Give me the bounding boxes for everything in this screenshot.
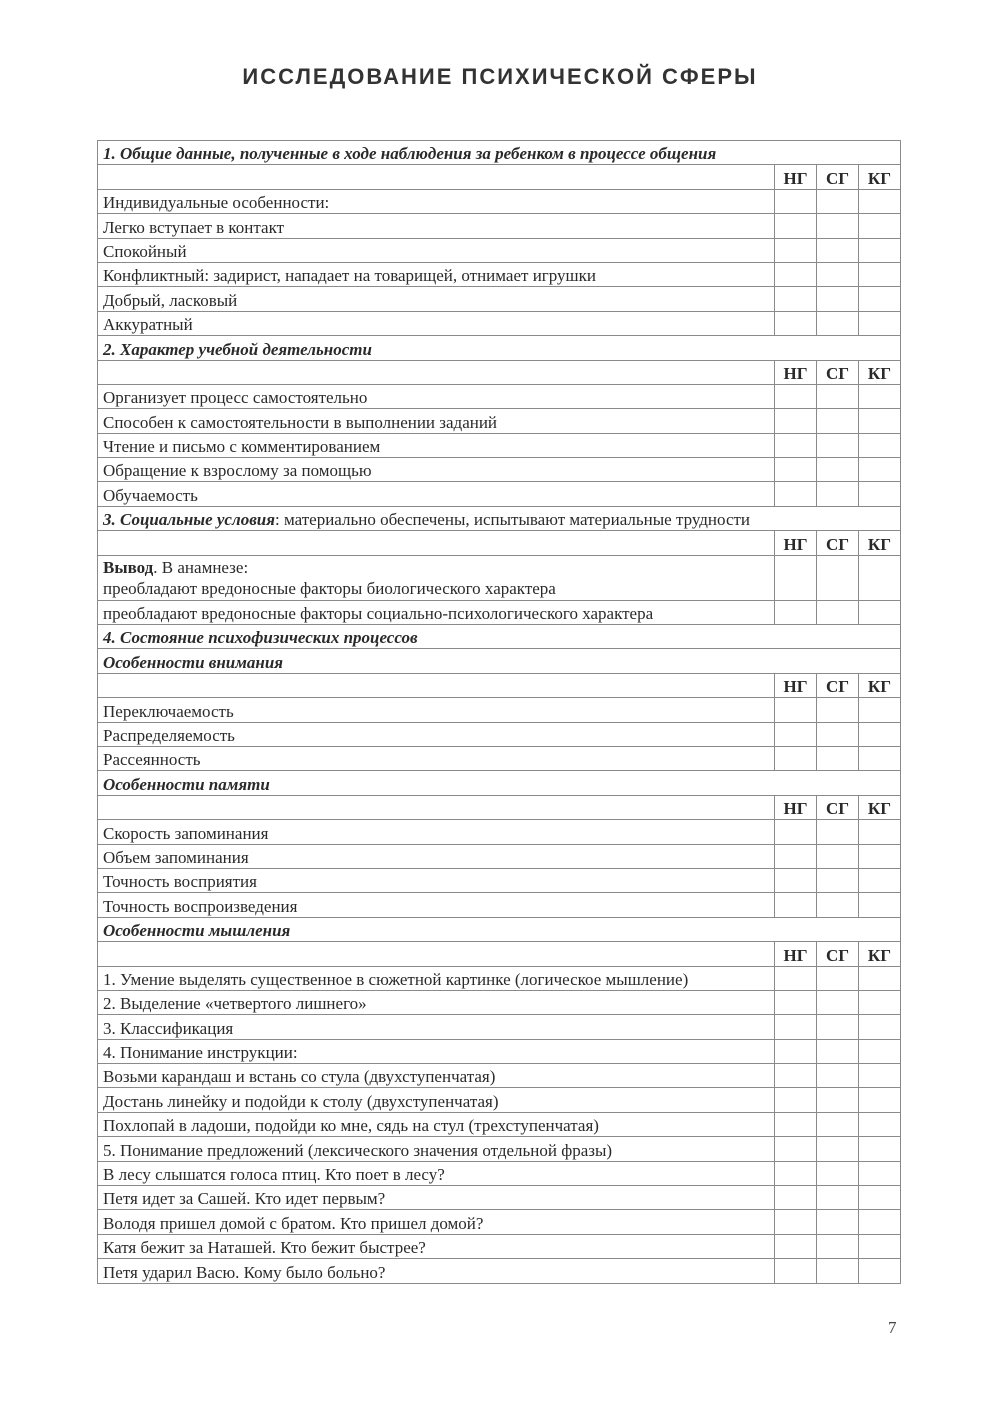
mark-cell-kg[interactable]: [859, 1064, 901, 1088]
col-header-kg: КГ: [859, 795, 901, 819]
mark-cell-ng[interactable]: [775, 600, 817, 624]
row-label: Похлопай в ладоши, подойди ко мне, сядь на стул (трехступенчатая): [98, 1112, 775, 1136]
page-title: ИССЛЕДОВАНИЕ ПСИХИЧЕСКОЙ СФЕРЫ: [242, 64, 758, 89]
table-row: [98, 1064, 901, 1088]
mark-cell-kg[interactable]: [859, 311, 901, 335]
mark-cell-ng[interactable]: [775, 1137, 817, 1161]
row-label: Объем запоминания: [98, 844, 775, 868]
mark-cell-ng[interactable]: [775, 722, 817, 746]
mark-cell-sg[interactable]: [817, 966, 859, 990]
mark-cell-ng[interactable]: [775, 1234, 817, 1258]
table-row: [98, 868, 901, 892]
row-label: Способен к самостоятельности в выполнении заданий: [98, 409, 775, 433]
table-row: [98, 458, 901, 482]
mark-cell-kg[interactable]: [859, 409, 901, 433]
mark-cell-ng[interactable]: [775, 844, 817, 868]
row-label: Точность восприятия: [98, 868, 775, 892]
mark-cell-sg[interactable]: [817, 893, 859, 917]
assessment-table: [97, 140, 901, 1284]
mark-cell-ng[interactable]: [775, 698, 817, 722]
table-row: [98, 1186, 901, 1210]
mark-cell-kg[interactable]: [859, 820, 901, 844]
mark-cell-sg[interactable]: [817, 1210, 859, 1234]
mark-cell-sg[interactable]: [817, 820, 859, 844]
section-4-heading: 4. Состояние психофизических процессов: [98, 625, 901, 649]
mark-cell-ng[interactable]: [775, 1210, 817, 1234]
mark-cell-sg[interactable]: [817, 384, 859, 408]
table-row: [98, 238, 901, 262]
mark-cell-kg[interactable]: [859, 893, 901, 917]
subsection-heading-memory: [98, 771, 901, 795]
section-heading-general: [98, 141, 901, 165]
mark-cell-sg[interactable]: [817, 600, 859, 624]
col-header-sg: СГ: [817, 531, 859, 555]
table-row: [98, 966, 901, 990]
section-1-heading: 1. Общие данные, полученные в ходе наблюдения за ребенком в процессе общения: [98, 141, 901, 165]
mark-cell-ng[interactable]: [775, 1112, 817, 1136]
mark-cell-kg[interactable]: [859, 1137, 901, 1161]
mark-cell-kg[interactable]: [859, 746, 901, 770]
row-label: 5. Понимание предложений (лексического значения отдельной фразы): [98, 1137, 775, 1161]
row-label: Аккуратный: [98, 311, 775, 335]
row-label: Индивидуальные особенности:: [98, 189, 775, 213]
mark-cell-kg[interactable]: [859, 1259, 901, 1283]
mark-cell-ng[interactable]: [775, 262, 817, 286]
page-number: 7: [888, 1318, 897, 1337]
row-label: Возьми карандаш и встань со стула (двухступенчатая): [98, 1064, 775, 1088]
mark-cell-ng[interactable]: [775, 482, 817, 506]
mark-cell-kg[interactable]: [859, 868, 901, 892]
row-label: Володя пришел домой с братом. Кто пришел домой?: [98, 1210, 775, 1234]
row-label: 1. Умение выделять существенное в сюжетной картинке (логическое мышление): [98, 966, 775, 990]
mark-cell-ng[interactable]: [775, 384, 817, 408]
subsection-thinking-heading: Особенности мышления: [98, 917, 901, 941]
mark-cell-ng[interactable]: [775, 189, 817, 213]
col-header-ng: НГ: [775, 673, 817, 697]
mark-cell-ng[interactable]: [775, 820, 817, 844]
mark-cell-kg[interactable]: [859, 1161, 901, 1185]
row-label: Катя бежит за Наташей. Кто бежит быстрее?: [98, 1234, 775, 1258]
table-row: [98, 1259, 901, 1283]
col-header-kg: КГ: [859, 360, 901, 384]
conclusion-label: [98, 555, 775, 600]
row-label: 4. Понимание инструкции:: [98, 1039, 775, 1063]
row-label: Организует процесс самостоятельно: [98, 384, 775, 408]
mark-cell-kg[interactable]: [859, 1112, 901, 1136]
mark-cell-sg[interactable]: [817, 433, 859, 457]
conclusion-row: [98, 555, 901, 600]
row-label: Переключаемость: [98, 698, 775, 722]
row-label: Петя идет за Сашей. Кто идет первым?: [98, 1186, 775, 1210]
column-header-row: [98, 795, 901, 819]
mark-cell-ng[interactable]: [775, 458, 817, 482]
section-3-heading: [98, 506, 901, 530]
section-heading-processes: [98, 625, 901, 649]
mark-cell-kg[interactable]: [859, 482, 901, 506]
table-row: [98, 1137, 901, 1161]
mark-cell-kg[interactable]: [859, 238, 901, 262]
mark-cell-kg[interactable]: [859, 287, 901, 311]
mark-cell-sg[interactable]: [817, 1088, 859, 1112]
table-row: [98, 384, 901, 408]
mark-cell-ng[interactable]: [775, 311, 817, 335]
row-label: преобладают вредоносные факторы социально-психологического характера: [98, 600, 775, 624]
mark-cell-kg[interactable]: [859, 214, 901, 238]
row-label: Распределяемость: [98, 722, 775, 746]
mark-cell-ng[interactable]: [775, 1088, 817, 1112]
conclusion-line2: преобладают вредоносные факторы биологического характера: [103, 578, 556, 598]
mark-cell-ng[interactable]: [775, 433, 817, 457]
section-3-heading-rest: : материально обеспечены, испытывают материальные трудности: [275, 510, 751, 530]
table-row: [98, 311, 901, 335]
table-row: [98, 262, 901, 286]
col-header-kg: КГ: [859, 165, 901, 189]
table-row: [98, 1210, 901, 1234]
mark-cell-ng[interactable]: [775, 1259, 817, 1283]
mark-cell-sg[interactable]: [817, 311, 859, 335]
row-label: Легко вступает в контакт: [98, 214, 775, 238]
mark-cell-ng[interactable]: [775, 746, 817, 770]
mark-cell-ng[interactable]: [775, 868, 817, 892]
mark-cell-kg[interactable]: [859, 966, 901, 990]
subsection-heading-thinking: [98, 917, 901, 941]
col-header-ng: НГ: [775, 165, 817, 189]
table-row: [98, 482, 901, 506]
table-row: [98, 189, 901, 213]
row-label: Конфликтный: задирист, нападает на товарищей, отнимает игрушки: [98, 262, 775, 286]
mark-cell-kg[interactable]: [859, 1210, 901, 1234]
table-row: [98, 1234, 901, 1258]
row-label: Рассеянность: [98, 746, 775, 770]
subsection-attention-heading: Особенности внимания: [98, 649, 901, 673]
table-row: [98, 746, 901, 770]
mark-cell-kg[interactable]: [859, 189, 901, 213]
mark-cell-sg[interactable]: [817, 1112, 859, 1136]
mark-cell-ng[interactable]: [775, 1186, 817, 1210]
col-header-ng: НГ: [775, 795, 817, 819]
row-label: Спокойный: [98, 238, 775, 262]
mark-cell-sg[interactable]: [817, 458, 859, 482]
subsection-heading-attention: [98, 649, 901, 673]
mark-cell-sg[interactable]: [817, 1234, 859, 1258]
mark-cell-kg[interactable]: [859, 844, 901, 868]
table-row: [98, 844, 901, 868]
mark-cell-kg[interactable]: [859, 698, 901, 722]
mark-cell-kg[interactable]: [859, 722, 901, 746]
mark-cell-ng[interactable]: [775, 1015, 817, 1039]
mark-cell-sg[interactable]: [817, 1064, 859, 1088]
mark-cell-sg[interactable]: [817, 287, 859, 311]
col-header-kg: КГ: [859, 673, 901, 697]
table-row: [98, 1112, 901, 1136]
mark-cell-sg[interactable]: [817, 262, 859, 286]
table-row: [98, 698, 901, 722]
table-row: [98, 433, 901, 457]
column-header-row: [98, 673, 901, 697]
mark-cell-kg[interactable]: [859, 555, 901, 600]
mark-cell-kg[interactable]: [859, 433, 901, 457]
mark-cell-kg[interactable]: [859, 262, 901, 286]
row-label: Обучаемость: [98, 482, 775, 506]
mark-cell-kg[interactable]: [859, 1186, 901, 1210]
col-header-sg: СГ: [817, 165, 859, 189]
table-row: [98, 287, 901, 311]
table-row: [98, 990, 901, 1014]
mark-cell-ng[interactable]: [775, 287, 817, 311]
mark-cell-sg[interactable]: [817, 189, 859, 213]
mark-cell-ng[interactable]: [775, 238, 817, 262]
conclusion-bold: Вывод: [103, 557, 154, 577]
table-row: [98, 600, 901, 624]
col-header-sg: СГ: [817, 942, 859, 966]
table-row: [98, 820, 901, 844]
mark-cell-sg[interactable]: [817, 722, 859, 746]
mark-cell-sg[interactable]: [817, 990, 859, 1014]
table-row: [98, 409, 901, 433]
table-row: [98, 722, 901, 746]
subsection-memory-heading: Особенности памяти: [98, 771, 901, 795]
column-header-row: [98, 942, 901, 966]
row-label: Точность воспроизведения: [98, 893, 775, 917]
table-row: [98, 1088, 901, 1112]
row-label: Скорость запоминания: [98, 820, 775, 844]
col-header-ng: НГ: [775, 360, 817, 384]
mark-cell-ng[interactable]: [775, 1039, 817, 1063]
mark-cell-kg[interactable]: [859, 458, 901, 482]
table-row: [98, 1039, 901, 1063]
mark-cell-sg[interactable]: [817, 1039, 859, 1063]
column-header-row: [98, 360, 901, 384]
mark-cell-ng[interactable]: [775, 990, 817, 1014]
section-2-heading: 2. Характер учебной деятельности: [98, 336, 901, 360]
mark-cell-sg[interactable]: [817, 555, 859, 600]
col-header-kg: КГ: [859, 531, 901, 555]
row-label: Добрый, ласковый: [98, 287, 775, 311]
table-row: [98, 214, 901, 238]
mark-cell-sg[interactable]: [817, 238, 859, 262]
mark-cell-sg[interactable]: [817, 1015, 859, 1039]
mark-cell-sg[interactable]: [817, 698, 859, 722]
table-row: [98, 1161, 901, 1185]
mark-cell-sg[interactable]: [817, 1161, 859, 1185]
col-header-sg: СГ: [817, 673, 859, 697]
mark-cell-kg[interactable]: [859, 990, 901, 1014]
column-header-row: [98, 165, 901, 189]
mark-cell-sg[interactable]: [817, 214, 859, 238]
section-heading-social: [98, 506, 901, 530]
col-header-sg: СГ: [817, 360, 859, 384]
mark-cell-ng[interactable]: [775, 1064, 817, 1088]
mark-cell-kg[interactable]: [859, 384, 901, 408]
mark-cell-sg[interactable]: [817, 482, 859, 506]
mark-cell-kg[interactable]: [859, 600, 901, 624]
mark-cell-ng[interactable]: [775, 966, 817, 990]
mark-cell-kg[interactable]: [859, 1039, 901, 1063]
mark-cell-ng[interactable]: [775, 555, 817, 600]
row-label: Обращение к взрослому за помощью: [98, 458, 775, 482]
mark-cell-sg[interactable]: [817, 1137, 859, 1161]
mark-cell-sg[interactable]: [817, 844, 859, 868]
mark-cell-sg[interactable]: [817, 409, 859, 433]
row-label: Чтение и письмо с комментированием: [98, 433, 775, 457]
row-label: В лесу слышатся голоса птиц. Кто поет в лесу?: [98, 1161, 775, 1185]
col-header-sg: СГ: [817, 795, 859, 819]
mark-cell-ng[interactable]: [775, 1161, 817, 1185]
row-label: 2. Выделение «четвертого лишнего»: [98, 990, 775, 1014]
mark-cell-sg[interactable]: [817, 868, 859, 892]
column-header-row: [98, 531, 901, 555]
row-label: Петя ударил Васю. Кому было больно?: [98, 1259, 775, 1283]
mark-cell-kg[interactable]: [859, 1088, 901, 1112]
row-label: Достань линейку и подойди к столу (двухступенчатая): [98, 1088, 775, 1112]
table-row: [98, 1015, 901, 1039]
mark-cell-sg[interactable]: [817, 746, 859, 770]
section-heading-learning: [98, 336, 901, 360]
col-header-kg: КГ: [859, 942, 901, 966]
mark-cell-ng[interactable]: [775, 214, 817, 238]
col-header-ng: НГ: [775, 942, 817, 966]
mark-cell-ng[interactable]: [775, 893, 817, 917]
conclusion-rest: . В анамнезе:: [153, 557, 249, 577]
col-header-ng: НГ: [775, 531, 817, 555]
mark-cell-kg[interactable]: [859, 1234, 901, 1258]
mark-cell-ng[interactable]: [775, 409, 817, 433]
mark-cell-sg[interactable]: [817, 1259, 859, 1283]
mark-cell-kg[interactable]: [859, 1015, 901, 1039]
table-row: [98, 893, 901, 917]
row-label: 3. Классификация: [98, 1015, 775, 1039]
section-3-heading-bold: 3. Социальные условия: [103, 510, 276, 530]
mark-cell-sg[interactable]: [817, 1186, 859, 1210]
